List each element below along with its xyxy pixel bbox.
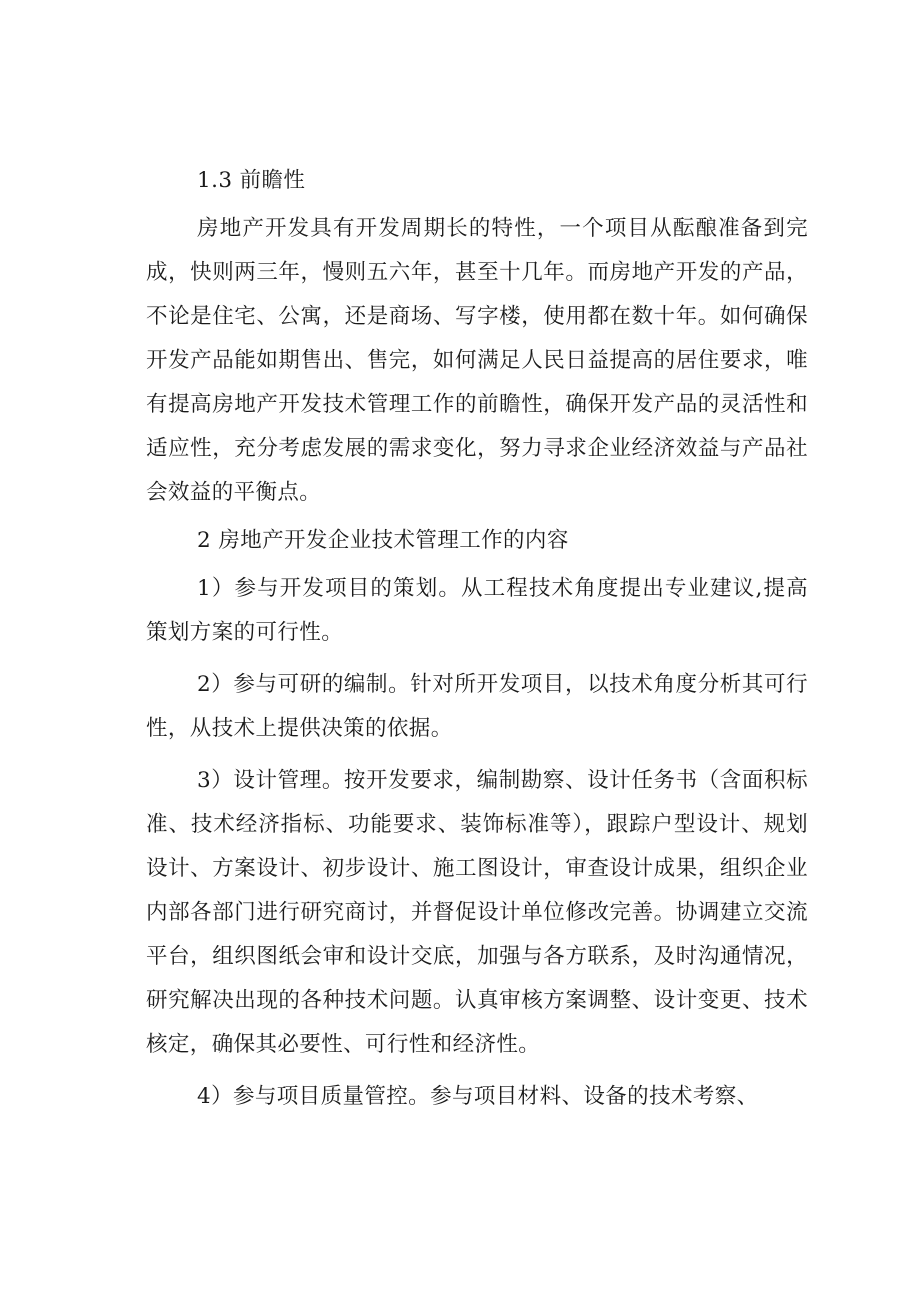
document-body: [146, 159, 808, 1119]
list-item-2: 2）参与可研的编制。针对所开发项目，以技术角度分析其可行性，从技术上提供决策的依据。: [146, 672, 808, 741]
section-1-3-paragraph: 房地产开发具有开发周期长的特性，一个项目从酝酿准备到完成，快则两三年，慢则五六年，甚至十几年。而房地产开发的产品，不论是住宅、公寓，还是商场、写字楼，使用都在数十年。如何确保开发产品能如期售出、售完，如何满足人民日益提高的居住要求，唯有提高房地产开发技术管理工作的前瞻性，确保开发产品的灵活性和适应性，充分考虑发展的需求变化，努力寻求企业经济效益与产品社会效益的平衡点。: [146, 216, 808, 505]
list-item-4: 4）参与项目质量管控。参与项目材料、设备的技术考察、: [197, 1084, 759, 1109]
section-heading-1-3: 1.3 前瞻性: [197, 168, 306, 193]
list-item-1: 1）参与开发项目的策划。从工程技术角度提出专业建议,提高策划方案的可行性。: [146, 576, 808, 645]
section-heading-2: 2 房地产开发企业技术管理工作的内容: [197, 528, 569, 553]
list-item-3: 3）设计管理。按开发要求，编制勘察、设计任务书（含面积标准、技术经济指标、功能要求、装饰标准等），跟踪户型设计、规划设计、方案设计、初步设计、施工图设计，审查设计成果，组织企业内部各部门进行研究商讨，并督促设计单位修改完善。协调建立交流平台，组织图纸会审和设计交底，加强与各方联系，及时沟通情况，研究解决出现的各种技术问题。认真审核方案调整、设计变更、技术核定，确保其必要性、可行性和经济性。: [146, 768, 808, 1057]
